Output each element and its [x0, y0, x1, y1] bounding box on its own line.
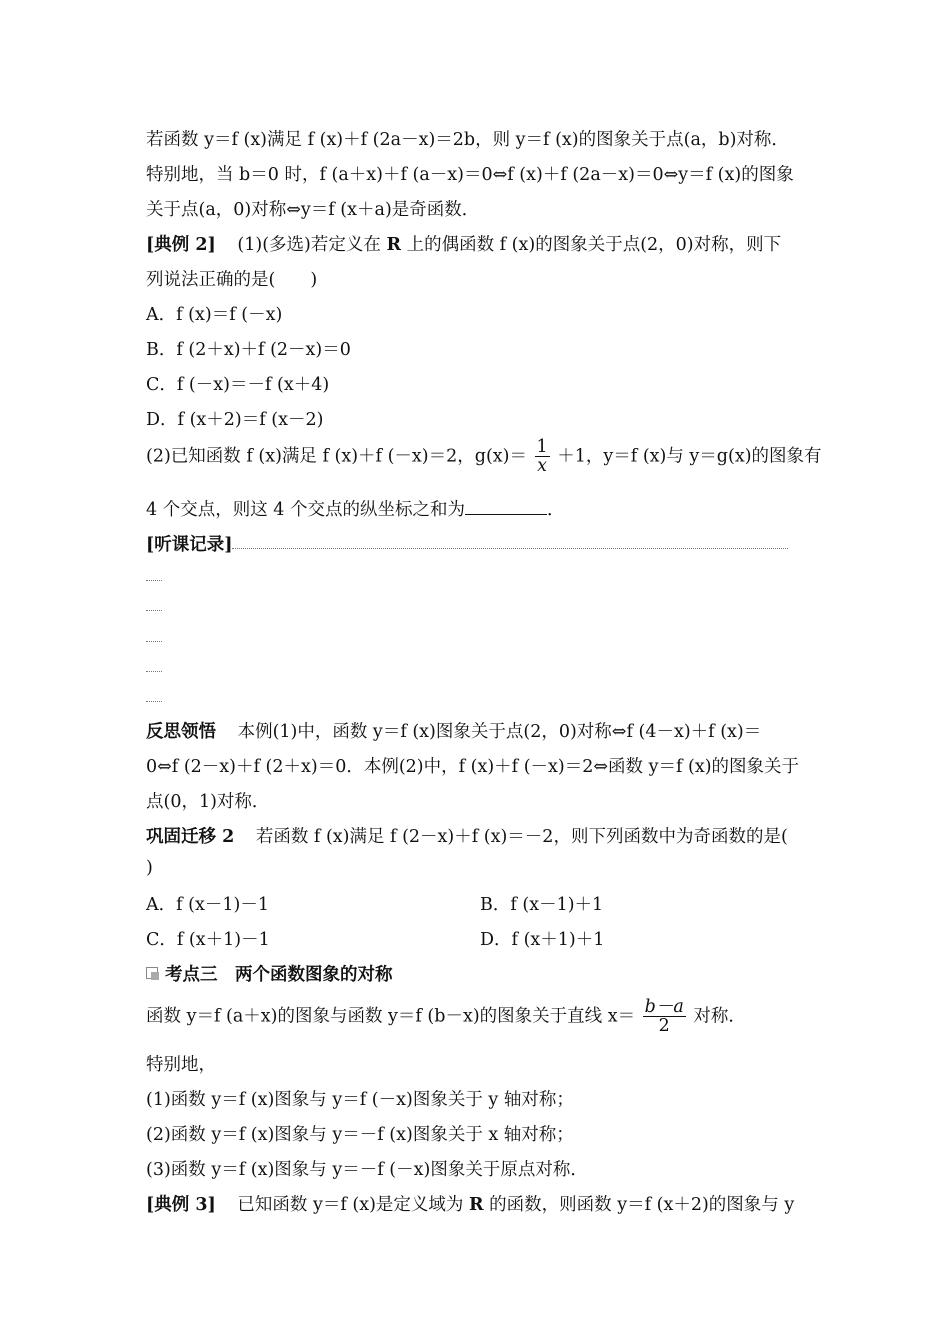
option-d: D．f (x＋1)＋1 [480, 930, 605, 950]
text-line: (3)函数 y＝f (x)图象与 y＝－f (－x)图象关于原点对称． [146, 1160, 588, 1180]
text-line: 特别地， [146, 1055, 216, 1075]
text-line: ) [146, 858, 153, 878]
practice-2: 巩固迁移 2 若函数 f (x)满足 f (2－x)＋f (x)＝－2，则下列函数中为奇函数的是( [146, 827, 788, 847]
option-a: A．f (x)＝f (－x) [146, 305, 283, 325]
answer-blank [465, 499, 547, 515]
note-line [146, 671, 162, 672]
reflection: 反思领悟 本例(1)中，函数 y＝f (x)图象关于点(2，0)对称⇔f (4－x)＋f (x)＝ [146, 722, 762, 742]
note-line [232, 548, 788, 549]
text-line: 点(0，1)对称． [146, 792, 270, 812]
option-a: A．f (x－1)－1 [146, 895, 269, 915]
practice-label: 巩固迁移 2 [146, 827, 235, 847]
example-2-question-2: (2)已知函数 f (x)满足 f (x)＋f (－x)＝2，g(x)＝ $\frac{1}{x}$ ＋1，y＝f (x)与 y＝g(x)的图象有 [146, 437, 822, 477]
option-c: C．f (x＋1)－1 [146, 930, 270, 950]
reflection-label: 反思领悟 [146, 722, 216, 742]
section-icon [146, 967, 161, 982]
example-tag: [典例 3] [146, 1195, 216, 1215]
section-3-statement: 函数 y＝f (a＋x)的图象与函数 y＝f (b－x)的图象关于直线 x＝ $\frac{b-a}{2}$ 对称． [146, 997, 746, 1037]
text-line: 列说法正确的是( ) [146, 270, 318, 290]
text-line: 4 个交点，则这 4 个交点的纵坐标之和为 ． [146, 500, 565, 520]
note-line [146, 580, 162, 581]
text-line: (2)函数 y＝f (x)图象与 y＝－f (x)图象关于 x 轴对称； [146, 1125, 574, 1145]
notes-label: [听课记录] [146, 535, 233, 555]
text-line: 若函数 y＝f (x)满足 f (x)＋f (2a－x)＝2b，则 y＝f (x)的图象关于点(a，b)对称． [146, 130, 789, 150]
text-line: 特别地，当 b＝0 时，f (a＋x)＋f (a－x)＝0⇔f (x)＋f (2a－x)＝0⇔y＝f (x)的图象 [146, 165, 794, 185]
option-c: C．f (－x)＝－f (x＋4) [146, 375, 330, 395]
option-b: B．f (2＋x)＋f (2－x)＝0 [146, 340, 351, 360]
note-line [146, 610, 162, 611]
section-heading: 考点三 两个函数图象的对称 [146, 961, 393, 986]
example-3: [典例 3] 已知函数 y＝f (x)是定义域为 R 的函数，则函数 y＝f (x＋2)的图象与 y [146, 1195, 795, 1215]
fraction: $\frac{b-a}{2}$ [644, 997, 684, 1037]
text-line: 关于点(a，0)对称⇔y＝f (x＋a)是奇函数． [146, 200, 480, 220]
example-2-question-1: [典例 2] (1)(多选)若定义在 R 上的偶函数 f (x)的图象关于点(2，0)对称，则下 [146, 235, 782, 255]
fraction: $\frac{1}{x}$ [536, 437, 548, 477]
example-tag: [典例 2] [146, 235, 216, 255]
option-b: B．f (x－1)＋1 [480, 895, 604, 915]
text-line: (1)函数 y＝f (x)图象与 y＝f (－x)图象关于 y 轴对称； [146, 1090, 574, 1110]
text-line: 0⇔f (2－x)＋f (2＋x)＝0．本例(2)中，f (x)＋f (－x)＝2⇔函数 y＝f (x)的图象关于 [146, 757, 800, 777]
note-line [146, 701, 162, 702]
option-d: D．f (x＋2)＝f (x－2) [146, 410, 324, 430]
note-line [146, 641, 162, 642]
